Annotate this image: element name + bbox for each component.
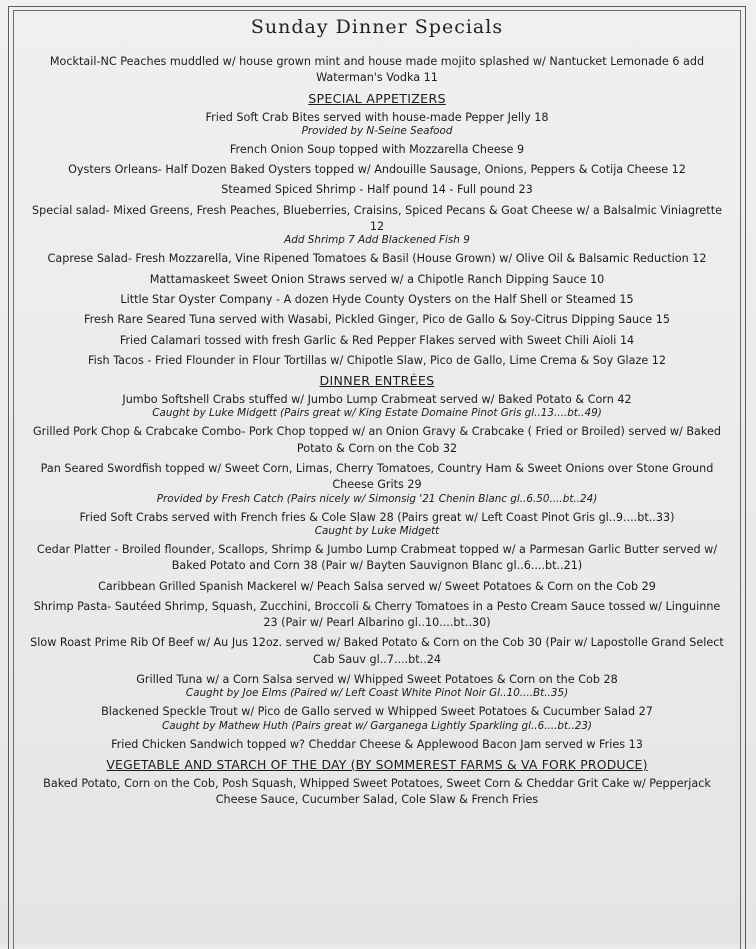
menu-item [22,182,732,198]
item-note: Caught by Luke Midgett [314,524,440,537]
item-text: Shrimp Pasta- Sautéed Shrimp, Squash, Zucchini, Broccoli & Cherry Tomatoes in a Pesto Cream Sauce tossed w/ Linguinne 23 (Pair w/ Pearl Albarino gl..10....bt..30) [33,599,721,630]
vegetables-heading: VEGETABLE AND STARCH OF THE DAY (BY SOMMEREST FARMS & VA FORK PRODUCE) [106,756,648,772]
item-text: Caribbean Grilled Spanish Mackerel w/ Peach Salsa served w/ Sweet Potatoes & Corn on the Cob 29 [98,579,656,593]
item-note: Provided by Fresh Catch (Pairs nicely w/ Simonsig '21 Chenin Blanc gl..6.50....bt..24) [156,492,598,505]
vegetables-item: Baked Potato, Corn on the Cob, Posh Squash, Whipped Sweet Potatoes, Sweet Corn & Cheddar Grit Cake w/ Pepperjack Cheese Sauce, Cucumber Salad, Cole Slaw & French Fries [43,776,711,807]
item-text: Cedar Platter - Broiled flounder, Scallops, Shrimp & Jumbo Lump Crabmeat topped w/ a Parmesan Garlic Butter served w/ Baked Potato and Corn 38 (Pair w/ Bayten Sauvignon Blanc gl..6....bt..21) [36,542,718,573]
item-text: Mattamaskeet Sweet Onion Straws served w/ a Chipotle Ranch Dipping Sauce 10 [149,272,605,286]
item-text: Caprese Salad- Fresh Mozzarella, Vine Ripened Tomatoes & Basil (House Grown) w/ Olive Oil & Balsamic Reduction 12 [47,252,707,266]
item-text: Special salad- Mixed Greens, Fresh Peaches, Blueberries, Craisins, Spiced Pecans & Goat Cheese w/ a Balsalmic Viniagrette 12 [32,203,722,234]
item-text: Grilled Tuna w/ a Corn Salsa served w/ Whipped Sweet Potatoes & Corn on the Cob 28 [136,673,618,687]
menu-item [22,737,732,753]
menu-item [22,272,732,288]
menu-item [22,461,732,506]
item-text: Pan Seared Swordfish topped w/ Sweet Corn, Limas, Cherry Tomatoes, Country Ham & Sweet Onions over Stone Ground Cheese Grits 29 [40,462,714,492]
item-text: Blackened Speckle Trout w/ Pico de Gallo served w Whipped Sweet Potatoes & Cucumber Salad 27 [101,705,653,719]
menu-item [22,635,732,668]
menu-title: Sunday Dinner Specials [250,16,504,38]
menu-item [22,672,732,700]
item-text: Slow Roast Prime Rib Of Beef w/ Au Jus 12oz. served w/ Baked Potato & Corn on the Cob 30 (Pair w/ Lapostolle Grand Select Cab Sauv gl..7....bt..24 [30,636,724,666]
item-text: Fresh Rare Seared Tuna served with Wasabi, Pickled Ginger, Pico de Gallo & Soy-Citrus Dipping Sauce 15 [84,313,670,327]
item-text: Oysters Orleans- Half Dozen Baked Oysters topped w/ Andouille Sausage, Onions, Peppers & Cotija Cheese 12 [68,163,686,177]
menu-item [22,162,732,178]
menu-item [22,392,732,420]
menu-item [22,203,732,248]
menu-item [22,110,732,138]
entrees-list [22,392,732,753]
menu-item [22,704,732,732]
mocktail-item: Mocktail-NC Peaches muddled w/ house grown mint and house made mojito splashed w/ Nantucket Lemonade 6 add Waterman's Vodka 11 [49,55,705,85]
menu-item [22,312,732,328]
menu-item [22,579,732,595]
menu-item [22,251,732,267]
item-note: Provided by N-Seine Seafood [301,124,453,137]
appetizers-list [22,110,732,370]
menu-item [22,333,732,349]
item-text: Jumbo Softshell Crabs stuffed w/ Jumbo Lump Crabmeat served w/ Baked Potato & Corn 42 [122,393,632,407]
menu-item [22,424,732,457]
item-text: Fried Soft Crab Bites served with house-made Pepper Jelly 18 [205,110,549,124]
item-note: Caught by Joe Elms (Paired w/ Left Coast White Pinot Noir Gl..10....Bt..35) [185,687,569,700]
appetizers-heading: SPECIAL APPETIZERS [308,90,446,106]
menu-item [22,353,732,369]
item-note: Caught by Mathew Huth (Pairs great w/ Garganega Lightly Sparkling gl..6....bt..23) [162,719,592,732]
item-text: Fried Chicken Sandwich topped w? Cheddar Cheese & Applewood Bacon Jam served w Fries 13 [111,737,643,751]
menu-item [22,292,732,308]
item-text: Grilled Pork Chop & Crabcake Combo- Pork Chop topped w/ an Onion Gravy & Crabcake ( Fried or Broiled) served w/ Baked Potato & Corn on the Cob 32 [33,425,721,455]
item-text: Fried Calamari tossed with fresh Garlic & Red Pepper Flakes served with Sweet Chili Aioli 14 [119,333,635,347]
item-note: Caught by Luke Midgett (Pairs great w/ King Estate Domaine Pinot Gris gl..13....bt..49) [152,407,602,420]
menu-item [22,510,732,538]
menu-item [22,542,732,575]
item-text: French Onion Soup topped with Mozzarella Cheese 9 [229,142,525,156]
item-text: Fish Tacos - Fried Flounder in Flour Tortillas w/ Chipotle Slaw, Pico de Gallo, Lime Crema & Soy Glaze 12 [87,353,667,367]
item-text: Steamed Spiced Shrimp - Half pound 14 - Full pound 23 [221,183,533,197]
menu-item [22,142,732,158]
item-note: Add Shrimp 7 Add Blackened Fish 9 [284,234,470,247]
entrees-heading: DINNER ENTRÉES [319,373,435,389]
item-text: Little Star Oyster Company - A dozen Hyde County Oysters on the Half Shell or Steamed 15 [120,292,634,306]
item-text: Fried Soft Crabs served with French fries & Cole Slaw 28 (Pairs great w/ Left Coast Pinot Gris gl..9....bt..33) [79,510,675,524]
menu-content [22,16,732,813]
menu-item [22,599,732,632]
